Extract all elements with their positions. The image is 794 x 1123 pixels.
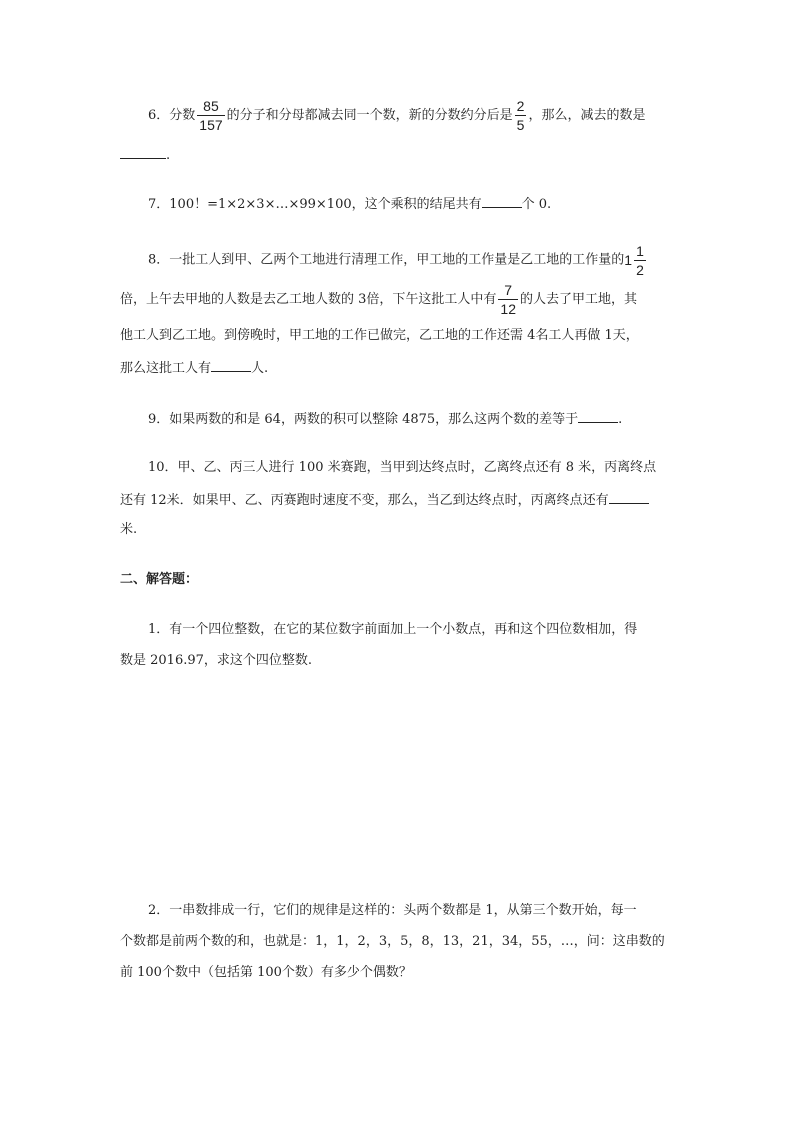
q6-text-a: 6．分数 [148,108,196,123]
problem-2-line-3 [120,963,412,983]
problem-2-line-1 [148,901,637,921]
problem-2-line-2 [120,932,665,952]
q6-fraction-2-numerator: 2 [516,98,525,114]
section-2-heading: 二、解答题： [120,572,199,587]
p1-text-a: 1．有一个四位整数，在它的某位数字前面加上一个小数点，再和这个四位数相加，得 [148,622,638,637]
q6-fraction-2 [515,97,527,134]
q6-text-c: ，那么，减去的数是 [528,108,646,123]
q9-text-a: 9．如果两数的和是 64，两数的积可以整除 4875，那么这两个数的差等于 [148,412,579,427]
q7-text-b: 个 0. [521,197,552,212]
problem-1-line-2 [120,651,312,671]
q9-answer-blank[interactable] [578,408,618,423]
q6-fraction-1-numerator: 85 [197,97,224,116]
q8-answer-blank[interactable] [211,357,251,372]
q6-answer-blank[interactable] [120,144,166,159]
question-7 [148,193,551,215]
question-10-line-3 [120,520,137,540]
question-8-line-4 [120,357,268,379]
q10-text-a: 10．甲、乙、丙三人进行 100 米赛跑，当甲到达终点时，乙离终点还有 8 米，丙离终点 [148,460,657,475]
q8-mixed-denominator: 2 [636,261,644,278]
q9-text-b: . [618,412,623,427]
q6-text-b: 的分子和分母都减去同一个数，新的分数约分后是 [226,108,513,123]
q6-fraction-1 [197,97,224,134]
question-9 [148,408,622,430]
q10-answer-blank[interactable] [609,489,649,504]
q8-text-b: 倍，上午去甲地的人数是去乙工地人数的 3倍，下午这批工人中有 [120,292,497,307]
problem-1-line-1 [148,620,637,640]
q8-mixed-fraction [634,242,646,279]
q8-text-a: 8．一批工人到甲、乙两个工地进行清理工作，甲工地的工作量是乙工地的工作量的 [148,252,625,268]
q10-text-c: 米. [120,522,138,537]
q8-mixed-numerator: 1 [636,242,644,259]
q6-fraction-1-denominator: 157 [199,117,223,133]
question-10-line-1 [148,458,656,478]
p2-text-c: 前 100个数中（包括第 100个数）有多少个偶数？ [120,965,412,980]
q7-text-a: 7．100！=1×2×3×…×99×100，这个乘积的结尾共有 [148,197,482,212]
q6-fraction-2-denominator: 5 [516,117,525,133]
p2-text-a: 2．一串数排成一行，它们的规律是这样的：头两个数都是 1，从第三个数开始，每一 [148,903,637,918]
question-8-line-1 [148,240,648,281]
q8-fraction [498,281,518,318]
question-6-line-1 [148,96,645,136]
question-6-line-2 [120,144,170,166]
q8-fraction-numerator: 7 [498,281,518,300]
q8-text-c: 的人去了甲工地，其 [519,292,637,307]
question-8-line-2 [120,280,637,320]
question-10-line-2 [120,489,649,511]
question-8-line-3 [120,326,639,346]
q8-text-f: 人. [251,361,269,376]
q8-fraction-denominator: 12 [500,301,516,317]
q6-period: . [166,148,171,163]
p2-text-b: 个数都是前两个数的和，也就是：1，1，2，3，5，8，13，21，34，55，…，问：这串数的 [120,934,665,949]
q8-text-e: 那么这批工人有 [120,361,212,376]
q10-text-b: 还有 12米．如果甲、乙、丙赛跑时速度不变，那么，当乙到达终点时，丙离终点还有 [120,493,609,508]
p1-text-b: 数是 2016.97，求这个四位整数. [120,653,313,668]
q7-answer-blank[interactable] [482,193,522,208]
q8-text-d: 他工人到乙工地。到傍晚时，甲工地的工作已做完，乙工地的工作还需 4名工人再做 1天， [120,328,639,343]
q8-mixed-whole: 1 [624,252,633,268]
